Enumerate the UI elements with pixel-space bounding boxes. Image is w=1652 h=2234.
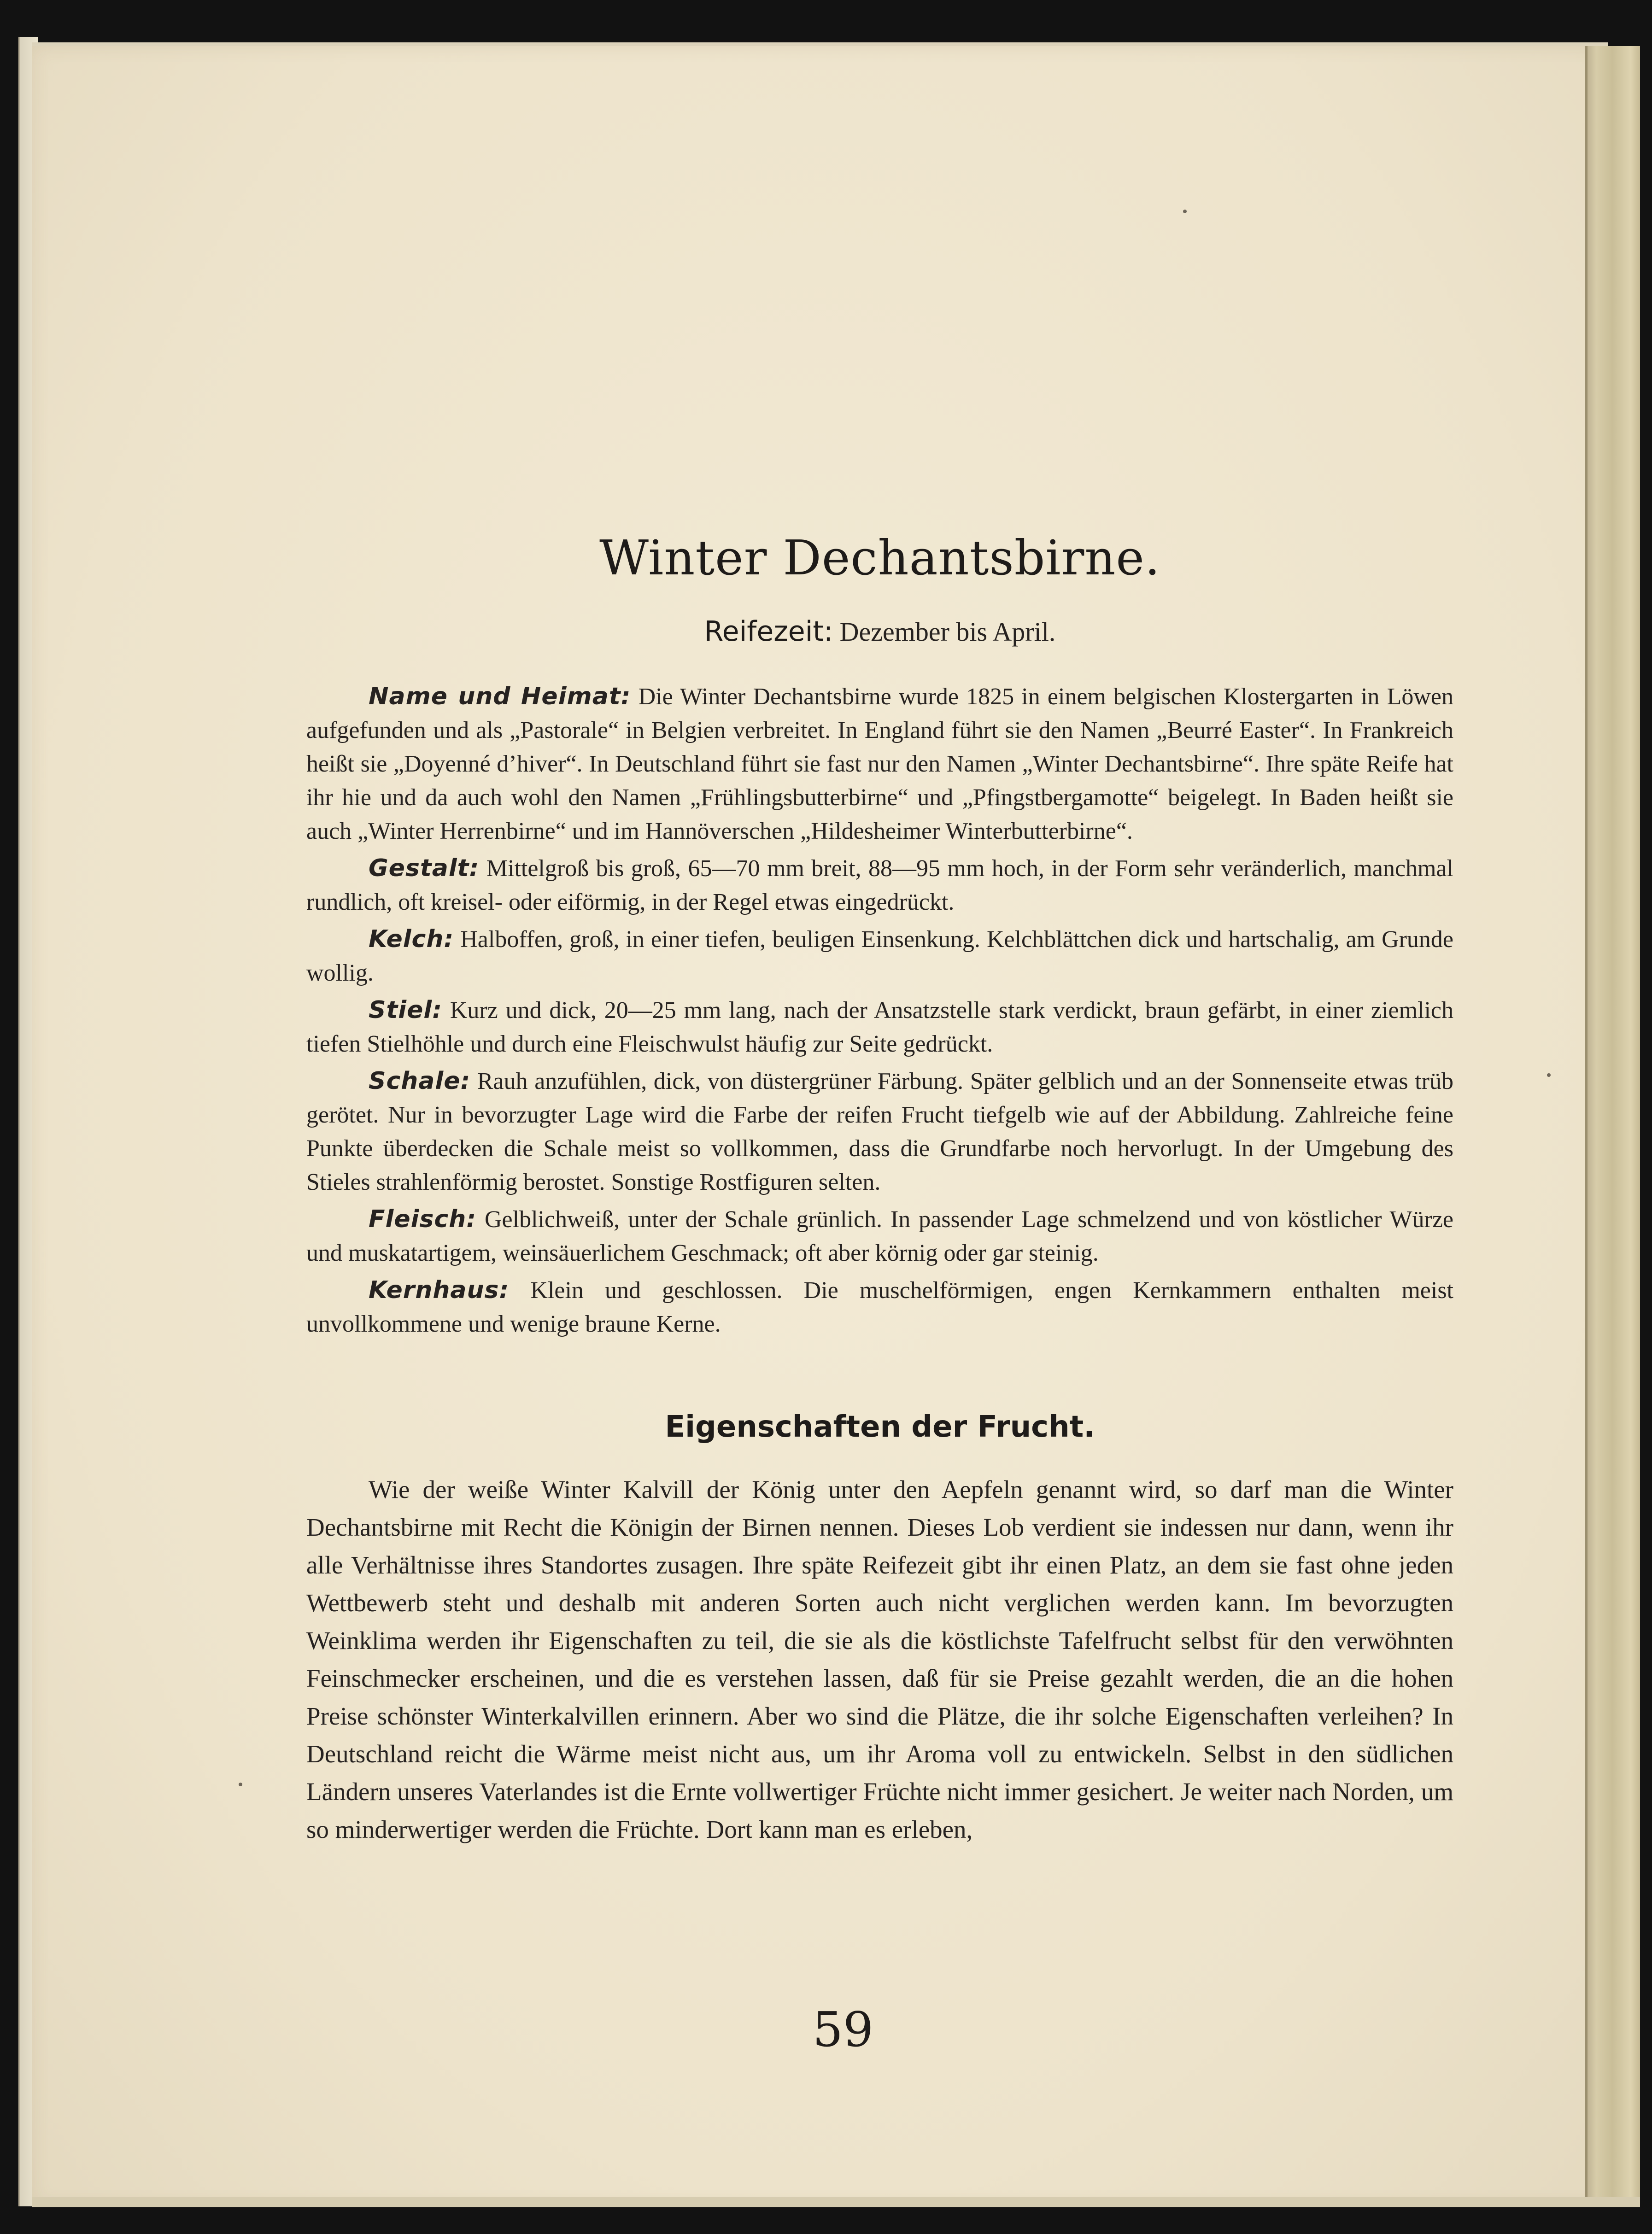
section-text: Klein und geschlossen. Die muschelförmigen, engen Kernkammern enthalten meist unvollkommene und wenige braune Kerne. <box>306 1277 1453 1337</box>
paper-speck <box>1183 210 1187 213</box>
page-title: Winter Dechantsbirne. <box>599 530 1160 586</box>
section-text: Halboffen, groß, in einer tiefen, beuligen Einsenkung. Kelchblättchen dick und hartschalig, am Grunde wollig. <box>306 926 1454 986</box>
bottom-page-edge <box>32 2197 1640 2207</box>
right-page-shadow <box>1585 46 1588 2206</box>
section-calyx <box>306 923 1453 990</box>
section-label: Kelch: <box>369 925 454 953</box>
section-text: Die Winter Dechantsbirne wurde 1825 in einem belgischen Klostergarten in Löwen aufgefunden und als „Pastorale“ in Belgien verbreitet. In England führt sie den Namen „Beurré Easter“. In Frankreich heißt sie „Doyenné d’hiver“. In Deutschland führt sie fast nur den Namen „Winter Dechantsbirne“. Ihre späte Reife hat ihr hie und da auch wohl den Namen „Frühlingsbutterbirne“ und „Pfingstbergamotte“ beigelegt. In Baden heißt sie auch „Winter Herrenbirne“ und im Hannöverschen „Hildesheimer Winterbutterbirne“. <box>306 684 1453 844</box>
right-page-stack <box>1585 46 1640 2206</box>
paper-speck <box>1547 1073 1551 1077</box>
section-shape <box>306 852 1453 919</box>
section-text: Gelblichweiß, unter der Schale grünlich. In passender Lage schmelzend und von köstlicher Würze und muskatartigem, weinsäuerlichem Geschmack; oft aber körnig oder gar steinig. <box>306 1206 1454 1266</box>
page-number: 59 <box>812 2001 874 2058</box>
section-skin <box>306 1064 1453 1199</box>
section-core <box>306 1274 1453 1341</box>
properties-body-text: Wie der weiße Winter Kalvill der König unter den Aepfeln genannt wird, so darf man die Winter Dechantsbirne mit Recht die Königin der Birnen nennen. Dieses Lob verdient sie indessen nur dann, wenn ihr alle Verhältnisse ihres Standortes zusagen. Ihre späte Reifezeit gibt ihr einen Platz, an dem sie fast ohne jeden Wettbewerb steht und deshalb mit anderen Sorten auch nicht verglichen werden kann. Im bevorzugten Weinklima werden ihr Eigenschaften zu teil, die sie als die köstlichste Tafelfrucht selbst für den verwöhnten Feinschmecker erscheinen, und die es verstehen lassen, daß für sie Preise gezahlt werden, die an die hohen Preise schönster Winterkalvillen erinnern. Aber wo sind die Plätze, die ihr solche Eigenschaften verleihen? In Deutschland reicht die Wärme meist nicht aus, um ihr Aroma voll zu entwickeln. Selbst in den südlichen Ländern unseres Vaterlandes ist die Ernte vollwertiger Früchte nicht immer gesichert. Je weiter nach Norden, um so minderwertiger werden die Früchte. Dort kann man es erleben, <box>306 1475 1453 1843</box>
section-label: Gestalt: <box>369 854 480 882</box>
section-heading-properties: Eigenschaften der Frucht. <box>665 1410 1095 1444</box>
ripening-time-value: Dezember bis April. <box>839 617 1056 647</box>
section-label: Name und Heimat: <box>369 683 631 710</box>
section-text: Kurz und dick, 20—25 mm lang, nach der Ansatzstelle stark verdickt, braun gefärbt, in einer ziemlich tiefen Stielhöhle und durch eine Fleischwulst häufig zur Seite gedrückt. <box>306 997 1453 1057</box>
section-label: Fleisch: <box>369 1205 477 1233</box>
section-name-origin <box>306 680 1453 848</box>
section-label: Schale: <box>369 1067 471 1095</box>
section-stem <box>306 994 1453 1061</box>
section-label: Kernhaus: <box>369 1276 510 1304</box>
page-content <box>306 530 1453 1848</box>
paper-speck <box>239 1783 242 1786</box>
section-flesh <box>306 1203 1453 1270</box>
section-label: Stiel: <box>369 996 443 1024</box>
ripening-time-label: Reifezeit: <box>704 615 833 648</box>
ripening-time-line <box>306 615 1453 648</box>
section-text: Mittelgroß bis groß, 65—70 mm breit, 88—95 mm hoch, in der Form sehr veränderlich, manchmal rundlich, oft kreisel- oder eiförmig, in der Regel etwas eingedrückt. <box>306 855 1454 915</box>
section-text: Rauh anzufühlen, dick, von düstergrüner Färbung. Später gelblich und an der Sonnenseite etwas trüb gerötet. Nur in bevorzugter Lage wird die Farbe der reifen Frucht tiefgelb wie auf der Abbildung. Zahlreiche feine Punkte überdecken die Schale meist so vollkommen, dass die Grundfarbe noch hervorlugt. In der Umgebung des Stieles strahlenförmig berostet. Sonstige Rostfiguren selten. <box>306 1068 1453 1195</box>
